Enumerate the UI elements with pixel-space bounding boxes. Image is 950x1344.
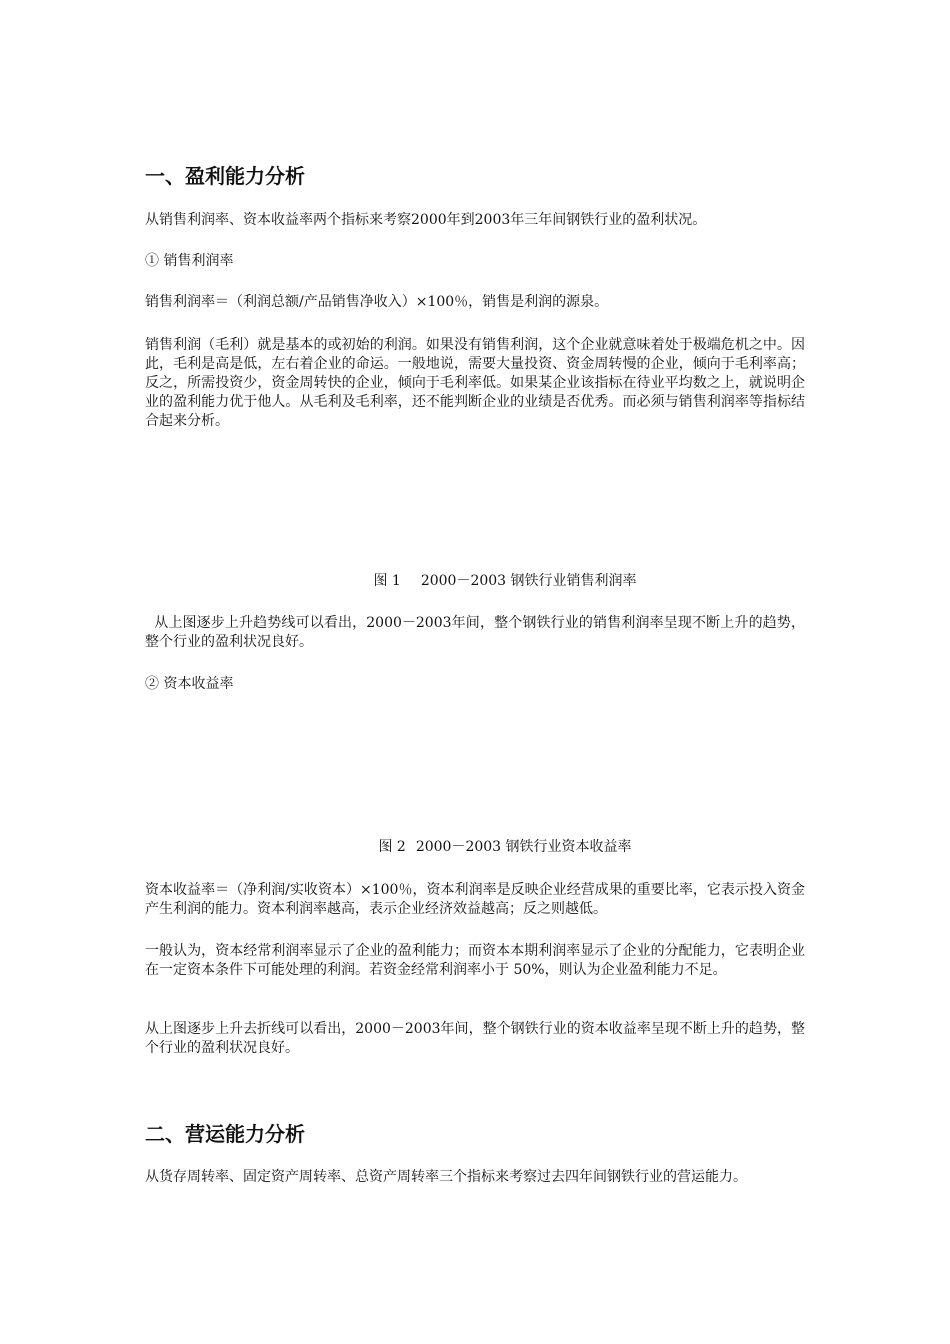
capital-return-formula: 资本收益率＝（净利润/实收资本）×100％，资本利润率是反映企业经营成果的重要比率，它表示投入资金产生利润的能力。资本利润率越高，表示企业经济效益越高；反之则越低。 (145, 882, 805, 917)
section2-heading: 二、营运能力分析 (145, 1122, 305, 1146)
subsection1-title: ① 销售利润率 (145, 253, 234, 269)
section2-intro: 从货存周转率、固定资产周转率、总资产周转率三个指标来考察过去四年间钢铁行业的营运能力。 (145, 1169, 747, 1185)
figure1-number: 图 1 (373, 573, 401, 589)
figure1-caption (145, 572, 865, 591)
sales-profit-paragraph: 销售利润（毛利）就是基本的或初始的利润。如果没有销售利润，这个企业就意味着处于极端危机之中。因此，毛利是高是低，左右着企业的命运。一般地说，需要大量投资、资金周转慢的企业，倾向于毛利率高；反之，所需投资少，资金周转快的企业，倾向于毛利率低。如果某企业该指标在待业平均数之上，就说明企业的盈利能力优于他人。从毛利及毛利率，还不能判断企业的业绩是否优秀。而必须与销售利润率等指标结合起来分析。 (145, 337, 805, 429)
figure2-title: 2000－2003 钢铁行业资本收益率 (415, 839, 632, 855)
figure2-number: 图 2 (378, 839, 406, 855)
capital-return-paragraph: 一般认为，资本经常利润率显示了企业的盈利能力；而资本本期利润率显示了企业的分配能力，它表明企业在一定资本条件下可能处理的利润。若资金经常利润率小于 50%，则认为企业盈利能力不足。 (145, 943, 805, 978)
section1-heading: 一、盈利能力分析 (145, 164, 305, 188)
figure2-caption (145, 838, 865, 857)
figure1-placeholder (145, 430, 805, 565)
subsection2-title: ② 资本收益率 (145, 676, 234, 692)
figure1-title: 2000－2003 钢铁行业销售利润率 (420, 573, 637, 589)
figure2-placeholder (145, 700, 805, 830)
figure1-analysis: 从上图逐步上升趋势线可以看出，2000－2003年间，整个钢铁行业的销售利润率呈现不断上升的趋势，整个行业的盈利状况良好。 (145, 615, 805, 650)
sales-profit-formula: 销售利润率＝（利润总额/产品销售净收入）×100％，销售是利润的源泉。 (145, 294, 609, 310)
figure2-analysis: 从上图逐步上升去折线可以看出，2000－2003年间，整个钢铁行业的资本收益率呈现不断上升的趋势，整个行业的盈利状况良好。 (145, 1021, 805, 1056)
section1-intro: 从销售利润率、资本收益率两个指标来考察2000年到2003年三年间钢铁行业的盈利状况。 (145, 212, 707, 228)
